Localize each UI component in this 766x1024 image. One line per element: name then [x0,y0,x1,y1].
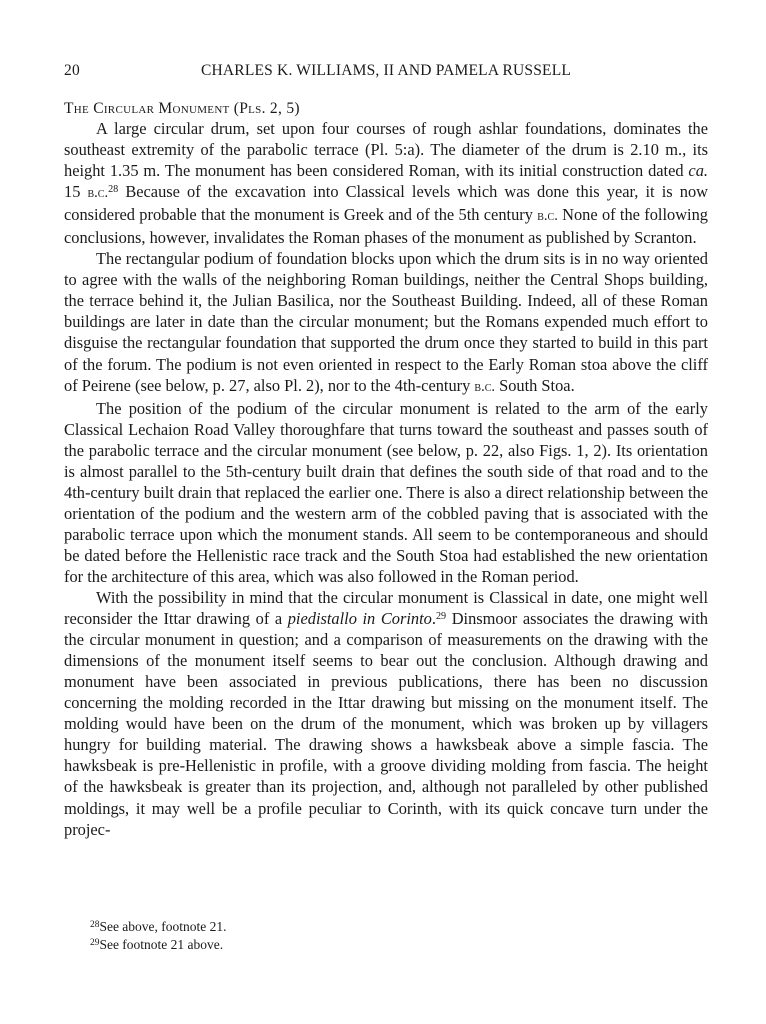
text-run: A large circular drum, set upon four courses of rough ashlar foundations, dominates the southeast extremity of the parabolic terrace (Pl. 5:a). The diameter of the drum is 2.10 m., its height 1.35 m. The monument has been considered Roman, with its initial construction dated [64,119,708,181]
page-number: 20 [64,62,80,79]
text-run: None of the following conclusions, however, invalidates the Roman phases of the monument as published by Scranton. [64,205,708,248]
footnote-text: See above, footnote 21. [99,919,227,934]
footnote-ref-28[interactable]: 28 [108,184,119,196]
italic-title: piedistallo in Corinto [287,609,432,629]
footnote-text: See footnote 21 above. [99,937,224,952]
body-text [64,118,708,840]
footnote-ref-29[interactable]: 29 [435,611,447,622]
paragraph-3 [64,398,708,587]
small-caps-bc: b.c. [87,185,109,202]
footnotes [90,918,227,954]
section-title: The Circular Monument [64,100,230,117]
footnote-number: 29 [90,937,100,948]
footnote-number: 28 [90,919,100,930]
text-run: South Stoa. [494,375,575,395]
running-head: CHARLES K. WILLIAMS, II AND PAMELA RUSSELL [200,62,572,79]
text-run: Because of the excavation into Classical levels which was done this year, it is now considered probable that the monument is Greek and of the 5th century [64,182,708,225]
text-run: The rectangular podium of foundation blocks upon which the drum sits is in no way oriented to agree with the walls of the neighboring Roman buildings, neither the Central Shops building, the terrace behind it, the Julian Basilica, nor the Southeast Building. Indeed, all of these Roman buildings are later in date than the circular monument; but the Romans expended much effort to disguise the rectangular foundation that supported the drum once they started to build in this part of the forum. The podium is not even oriented in respect to the Early Roman stoa above the cliff of Peirene (see below, p. 27, also Pl. 2), nor to the 4th-century [64,249,708,395]
paragraph-1 [64,118,708,248]
text-run: With the possibility in mind that the circular monument is Classical in date, one might well reconsider the Ittar drawing of a [64,588,708,629]
small-caps-bc: b.c. [474,378,495,395]
page [64,62,708,840]
small-caps-bc: b.c. [537,208,558,225]
section-plates: (Pls. 2, 5) [233,100,300,117]
paragraph-2 [64,248,708,397]
section-heading [64,100,708,118]
text-run: 15 [64,182,88,202]
page-header [64,62,708,86]
italic-ca: ca. [688,161,708,181]
text-run: Dinsmoor associates the drawing with the circular monument in question; and a comparison of measurements on the drawing with the dimensions of the monument itself seems to bear out the conclusion. Although drawing and monument have been associated in previous publications, there has been no discussion concerning the molding recorded in the Ittar drawing but missing on the monument itself. The molding would have been on the drum of the monument, which was broken up by villagers hungry for building material. The drawing shows a hawksbeak above a simple fascia. The hawksbeak is pre-Hellenistic in profile, with a groove dividing molding from fascia. The height of the hawksbeak is greater than its projection, and, although not paralleled by other published moldings, it may well be a profile peculiar to Corinth, with its quick concave turn under the projec- [64,609,708,839]
paragraph-4: With the possibility in mind that the circular monument is Classical in date, one might well reconsider the Ittar drawing of a piedistallo in Corinto.$^{29}$ Dinsmoor associates the drawing with the circular monument in question; and a comparison of measurements on the drawing with the dimensions of the monument itself seems to bear out the conclusion. Although drawing and monument have been associated in previous publications, there has been no discussion concerning the molding recorded in the Ittar drawing but missing on the monument itself. The molding would have been on the drum of the monument, which was broken up by villagers hungry for building material. The drawing shows a hawksbeak above a simple fascia. The hawksbeak is pre-Hellenistic in profile, with a groove dividing molding from fascia. The height of the hawksbeak is greater than its projection, and, although not paralleled by other published moldings, it may well be a profile peculiar to Corinth, with its quick concave turn under the projec- [64,588,708,839]
footnote-29 [90,936,227,954]
text-run: The position of the podium of the circular monument is related to the arm of the early Classical Lechaion Road Valley thoroughfare that turns toward the southeast and passes south of the parabolic terrace and the circular monument (see below, p. 22, also Figs. 1, 2). Its orientation is almost parallel to the 5th-century built drain that defines the south side of that road and to the 4th-century built drain that replaced the earlier one. There is also a direct relationship between the orientation of the podium and the western arm of the cobbled paving that is associated with the parabolic terrace upon which the monument stands. All seem to be contemporaneous and should be dated before the Hellenistic race track and the South Stoa had established the new orientation for the architecture of this area, which was also followed in the Roman period. [64,398,708,586]
footnote-28 [90,918,227,936]
